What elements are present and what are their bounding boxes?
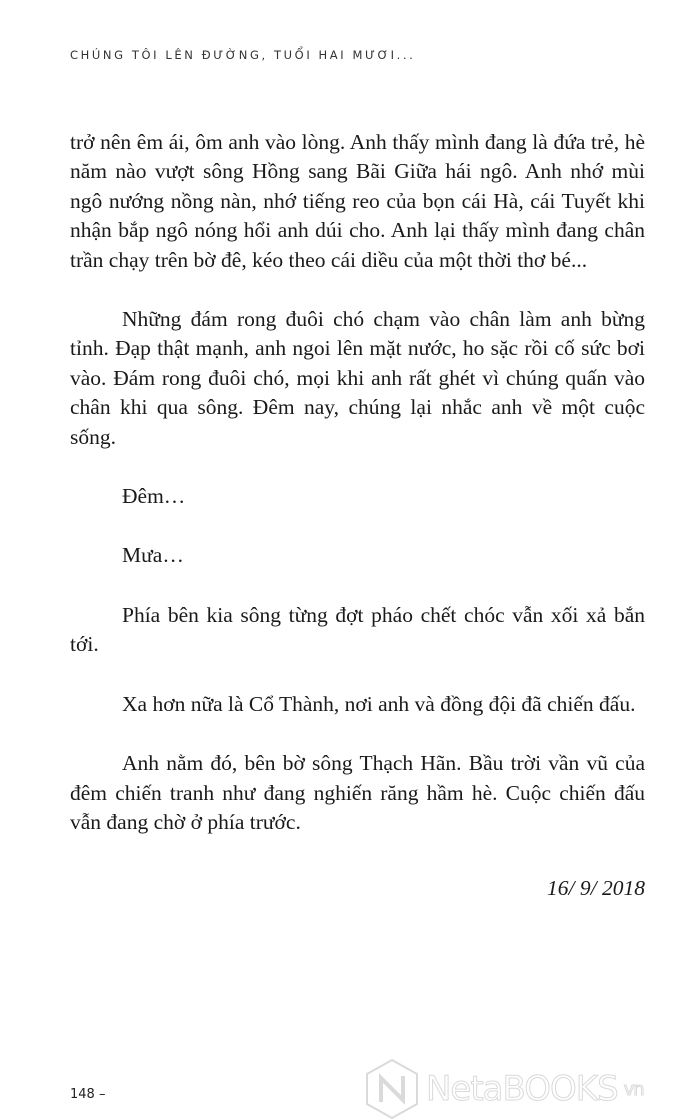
paragraph: Xa hơn nữa là Cổ Thành, nơi anh và đồng đội đã chiến đấu. xyxy=(122,691,636,716)
paragraph: trở nên êm ái, ôm anh vào lòng. Anh thấy mình đang là đứa trẻ, hè năm nào vượt sông Hồng sang Bãi Giữa hái ngô. Anh nhớ mùi ngô nướng nồng nàn, nhớ tiếng reo của bọn cái Hà, cái Tuyết khi nhận bắp ngô nóng hổi anh dúi cho. Anh lại thấy mình đang chân trần chạy trên bờ đê, kéo theo cái diều của một thời thơ bé... xyxy=(70,130,645,272)
paragraph: Những đám rong đuôi chó chạm vào chân làm anh bừng tỉnh. Đạp thật mạnh, anh ngoi lên mặt nước, ho sặc rồi cố sức bơi vào. Đám rong đuôi chó, mọi khi anh rất ghét vì chúng quấn vào chân khi qua sông. Đêm nay, chúng lại nhắc anh về một cuộc sống. xyxy=(70,307,645,449)
paragraph: Mưa… xyxy=(122,543,184,568)
watermark-brand: NetaBOOKS xyxy=(426,1069,618,1109)
paragraph: Anh nằm đó, bên bờ sông Thạch Hãn. Bầu trời vần vũ của đêm chiến tranh như đang nghiến răng hầm hè. Cuộc chiến đấu vẫn đang chờ ở phía trước. xyxy=(70,751,645,834)
running-header: CHÚNG TÔI LÊN ĐƯỜNG, TUỔI HAI MƯƠI... xyxy=(70,48,416,62)
page-number: 148 – xyxy=(70,1087,106,1102)
paragraph: Đêm… xyxy=(122,484,186,509)
paragraph: Phía bên kia sông từng đợt pháo chết chóc vẫn xối xả bắn tới. xyxy=(70,602,645,657)
watermark xyxy=(364,1058,644,1120)
page-body xyxy=(70,128,645,867)
date-signature: 16/ 9/ 2018 xyxy=(547,876,645,900)
watermark-suffix: vn xyxy=(623,1078,644,1100)
netabooks-logo-icon xyxy=(364,1058,420,1120)
